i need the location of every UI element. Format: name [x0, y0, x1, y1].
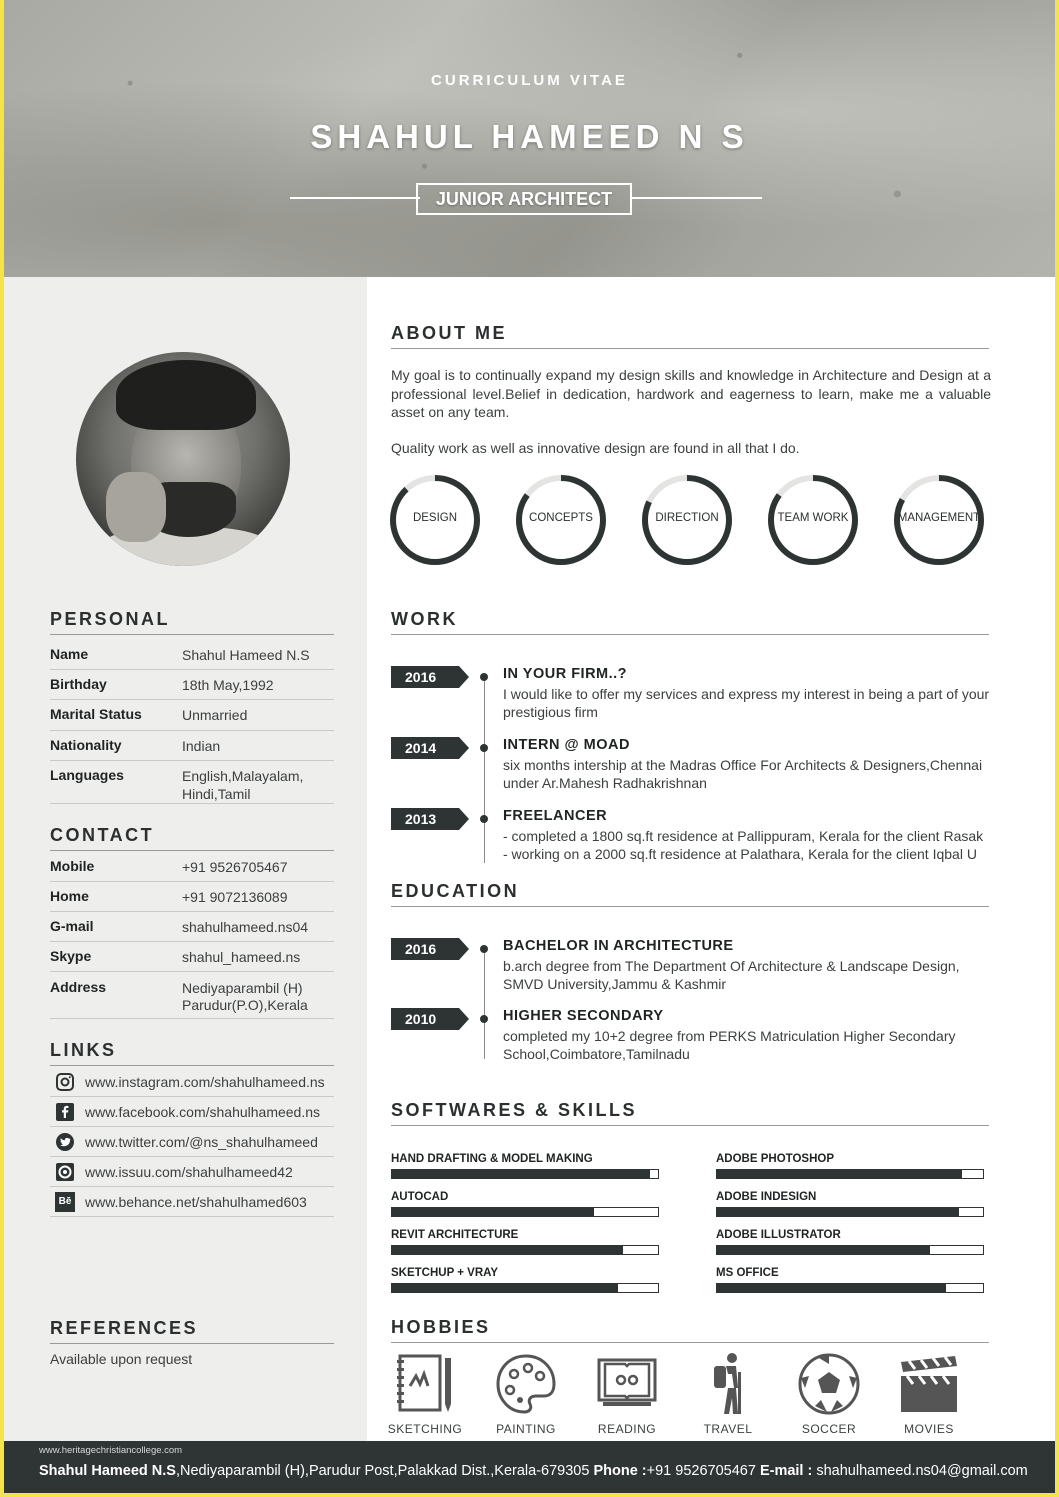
link-text[interactable]: www.behance.net/shahulhamed603: [85, 1194, 307, 1210]
personal-heading: PERSONAL: [50, 609, 171, 629]
row-key: Mobile: [50, 858, 95, 874]
references-rule: [50, 1343, 334, 1344]
skill-bar: [716, 1169, 984, 1179]
skill-bar-fill: [717, 1170, 962, 1178]
work-desc: six months intership at the Madras Office For Architects & Designers,Chennai under Ar.Mahesh Radhakrishnan: [503, 757, 983, 791]
watermark-site: www.heritagechristiancollege.com: [39, 1445, 183, 1456]
work-title: FREELANCER: [503, 808, 608, 824]
row-key: G-mail: [50, 918, 94, 934]
hobby-painting: [486, 1352, 566, 1436]
work-item: [391, 737, 991, 797]
year-tag: 2013: [391, 808, 459, 830]
skill-hand-drafting: [391, 1153, 659, 1179]
row-value: Nediyaparambil (H): [182, 980, 303, 996]
work-item: [391, 808, 991, 868]
footer-email[interactable]: shahulhameed.ns04@gmail.com: [812, 1463, 1028, 1479]
header-banner: [4, 0, 1055, 277]
row-value-line2: Hindi,Tamil: [182, 786, 251, 802]
link-text[interactable]: www.twitter.com/@ns_shahulhameed: [85, 1134, 318, 1150]
timeline-dot: [480, 1015, 488, 1023]
row-key: Address: [50, 979, 107, 995]
row-key: Home: [50, 888, 89, 904]
job-title-box: JUNIOR ARCHITECT: [416, 183, 632, 215]
row-value: shahul_hameed.ns: [182, 949, 301, 965]
about-paragraph-1: My goal is to continually expand my design skills and knowledge in Architecture and Design at a professional level.Belief in dedication, hardwork and eagerness to learn, make me a valuable asset on any team.: [391, 367, 991, 420]
link-issuu[interactable]: [50, 1157, 334, 1187]
personal-row-languages: [50, 761, 334, 804]
skill-ring-concepts: [515, 474, 607, 566]
contact-row-skype: [50, 942, 334, 972]
footer-contact-line: [39, 1463, 1028, 1479]
row-value: +91 9072136089: [182, 889, 288, 905]
ring-label: MANAGEMENT: [897, 512, 981, 524]
personal-row-nationality: [50, 731, 334, 761]
hobby-travel: [688, 1352, 768, 1436]
behance-icon: Bē: [55, 1192, 75, 1212]
row-value: 18th May,1992: [182, 677, 274, 693]
left-sidebar: [4, 277, 367, 1441]
skill-revit: [391, 1229, 659, 1255]
hobby-soccer: [789, 1352, 869, 1436]
skill-name: ADOBE ILLUSTRATOR: [716, 1229, 841, 1241]
year-tag: 2014: [391, 737, 459, 759]
skill-indesign: [716, 1191, 984, 1217]
row-value: +91 9526705467: [182, 859, 288, 875]
row-value-line2: Parudur(P.O),Kerala: [182, 997, 308, 1013]
header-divider-right: [632, 197, 762, 199]
skill-bar: [716, 1245, 984, 1255]
education-heading: EDUCATION: [391, 881, 520, 901]
ring-label: DIRECTION: [655, 512, 719, 524]
personal-row-birthday: [50, 670, 334, 700]
education-item: [391, 1008, 991, 1068]
skill-bar: [391, 1207, 659, 1217]
skill-illustrator: [716, 1229, 984, 1255]
link-text[interactable]: www.instagram.com/shahulhameed.ns: [85, 1074, 325, 1090]
facebook-icon: [55, 1102, 75, 1122]
hobby-label: READING: [597, 1422, 657, 1436]
ring-label: CONCEPTS: [529, 512, 593, 524]
timeline-dot: [480, 673, 488, 681]
skill-ring-design: [389, 474, 481, 566]
skill-bar: [716, 1283, 984, 1293]
skill-ring-direction: [641, 474, 733, 566]
timeline-dot: [480, 945, 488, 953]
link-behance[interactable]: [50, 1187, 334, 1217]
about-heading: ABOUT ME: [391, 323, 507, 343]
personal-row-name: [50, 640, 334, 670]
work-heading: WORK: [391, 609, 458, 629]
skill-bar-fill: [392, 1284, 618, 1292]
contact-row-mobile: [50, 851, 334, 882]
skill-ms-office: [716, 1267, 984, 1293]
education-rule: [391, 906, 989, 907]
header-divider-left: [290, 197, 420, 199]
skill-bar-fill: [717, 1284, 946, 1292]
link-instagram[interactable]: [50, 1067, 334, 1097]
footer-name: Shahul Hameed N.S: [39, 1463, 176, 1479]
contact-row-address: [50, 972, 334, 1019]
hiker-icon: [696, 1352, 760, 1416]
links-heading: LINKS: [50, 1040, 117, 1060]
row-key: Name: [50, 646, 89, 662]
row-value: English,Malayalam,: [182, 768, 304, 784]
work-desc: - completed a 1800 sq.ft residence at Pallippuram, Kerala for the client Rasak: [503, 828, 984, 844]
issuu-icon: [55, 1162, 75, 1182]
work-title: IN YOUR FIRM..?: [503, 666, 628, 682]
skill-photoshop: [716, 1153, 984, 1179]
resume-page: [4, 0, 1055, 1493]
skills-rule: [391, 1125, 989, 1126]
row-value: Unmarried: [182, 707, 248, 723]
links-rule: [50, 1065, 334, 1066]
skill-bar-fill: [717, 1208, 959, 1216]
row-key: Languages: [50, 767, 124, 783]
row-value: shahulhameed.ns04: [182, 919, 309, 935]
link-text[interactable]: www.issuu.com/shahulhameed42: [85, 1164, 293, 1180]
hobby-label: MOVIES: [904, 1422, 954, 1436]
link-text[interactable]: www.facebook.com/shahulhameed.ns: [85, 1104, 321, 1120]
skill-bar-fill: [717, 1246, 930, 1254]
about-rule: [391, 348, 989, 349]
skill-bar-fill: [392, 1246, 623, 1254]
references-text: Available upon request: [50, 1351, 193, 1367]
skill-bar: [391, 1245, 659, 1255]
skill-name: REVIT ARCHITECTURE: [391, 1229, 519, 1241]
skill-sketchup: [391, 1267, 659, 1293]
instagram-icon: [55, 1072, 75, 1092]
footer-address: ,Nediyaparambil (H),Parudur Post,Palakkad Dist.,Kerala-679305: [175, 1463, 594, 1479]
row-key: Skype: [50, 948, 92, 964]
hobbies-rule: [391, 1342, 989, 1343]
row-value: Indian: [182, 738, 221, 754]
main-content: [367, 277, 1055, 1441]
skill-autocad: [391, 1191, 659, 1217]
skill-bar-fill: [392, 1208, 594, 1216]
education-title: HIGHER SECONDARY: [503, 1008, 664, 1024]
row-key: Marital Status: [50, 706, 142, 722]
profile-photo: [76, 352, 290, 566]
link-facebook[interactable]: [50, 1097, 334, 1127]
hobby-label: TRAVEL: [703, 1422, 753, 1436]
row-key: Birthday: [50, 676, 107, 692]
hobby-sketching: [385, 1352, 465, 1436]
education-desc: b.arch degree from The Department Of Architecture & Landscape Design, SMVD University,Jammu & Kashmir: [503, 958, 960, 992]
book-icon: [595, 1352, 659, 1416]
footer-phone: +91 9526705467: [646, 1463, 760, 1479]
year-tag: 2016: [391, 666, 459, 688]
education-desc: completed my 10+2 degree from PERKS Matriculation Higher Secondary School,Coimbatore,Tamilnadu: [503, 1028, 956, 1062]
skill-bar: [391, 1169, 659, 1179]
education-title: BACHELOR IN ARCHITECTURE: [503, 938, 734, 954]
sketchbook-icon: [394, 1352, 456, 1416]
year-tag: 2010: [391, 1008, 459, 1030]
skill-name: MS OFFICE: [716, 1267, 779, 1279]
work-desc-line2: - working on a 2000 sq.ft residence at Palathara, Kerala for the client Iqbal U: [503, 846, 977, 862]
skills-heading: SOFTWARES & SKILLS: [391, 1100, 638, 1120]
footer-phone-label: Phone :: [593, 1463, 647, 1479]
hobby-movies: [889, 1352, 969, 1436]
hobby-reading: [587, 1352, 667, 1436]
footer-bar: [4, 1441, 1055, 1493]
hobby-label: SOCCER: [801, 1422, 857, 1436]
applicant-name: SHAHUL HAMEED N S: [310, 118, 749, 155]
skill-bar: [391, 1283, 659, 1293]
ring-label: DESIGN: [412, 512, 458, 524]
year-tag: 2016: [391, 938, 459, 960]
work-item: [391, 666, 991, 726]
contact-heading: CONTACT: [50, 825, 155, 845]
timeline-dot: [480, 815, 488, 823]
skill-bar: [716, 1207, 984, 1217]
work-title: INTERN @ MOAD: [503, 737, 630, 753]
skill-name: ADOBE INDESIGN: [716, 1191, 817, 1203]
link-twitter[interactable]: [50, 1127, 334, 1157]
skill-bar-fill: [392, 1170, 650, 1178]
soccer-ball-icon: [797, 1352, 861, 1416]
timeline-dot: [480, 744, 488, 752]
personal-row-marital-status: [50, 700, 334, 731]
skill-name: HAND DRAFTING & MODEL MAKING: [391, 1153, 593, 1165]
about-paragraph-2: Quality work as well as innovative design are found in all that I do.: [391, 440, 800, 456]
palette-icon: [494, 1352, 558, 1416]
hobbies-heading: HOBBIES: [391, 1317, 491, 1337]
contact-row-home: [50, 882, 334, 912]
skill-ring-team-work: [767, 474, 859, 566]
education-item: [391, 938, 991, 998]
hobby-label: PAINTING: [496, 1422, 556, 1436]
cv-label: CURRICULUM VITAE: [431, 72, 628, 89]
hobby-label: SKETCHING: [387, 1422, 463, 1436]
skill-ring-management: [893, 474, 985, 566]
work-desc: I would like to offer my services and express my interest in being a part of your prestigious firm: [503, 686, 990, 720]
skill-name: SKETCHUP + VRAY: [391, 1267, 499, 1279]
clapperboard-icon: [897, 1352, 961, 1416]
contact-row-gmail: [50, 912, 334, 942]
personal-rule: [50, 634, 334, 635]
skill-name: AUTOCAD: [391, 1191, 449, 1203]
row-key: Nationality: [50, 737, 122, 753]
footer-email-label: E-mail :: [759, 1463, 813, 1479]
row-value: Shahul Hameed N.S: [182, 647, 310, 663]
references-heading: REFERENCES: [50, 1318, 199, 1338]
twitter-icon: [55, 1132, 75, 1152]
work-rule: [391, 634, 989, 635]
ring-label: TEAM WORK: [777, 512, 849, 524]
skill-name: ADOBE PHOTOSHOP: [716, 1153, 834, 1165]
